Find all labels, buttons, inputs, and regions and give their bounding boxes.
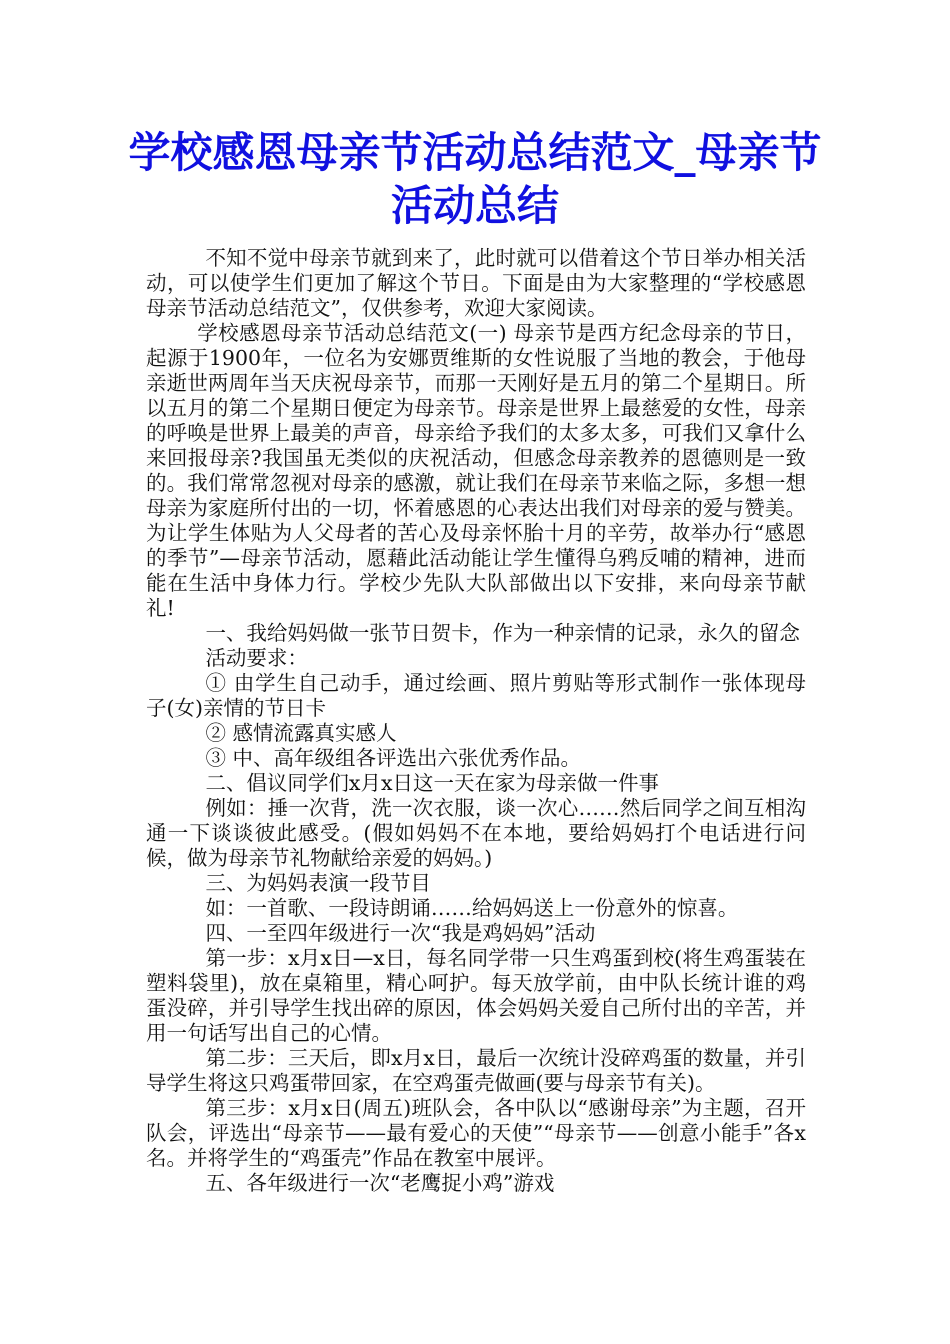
- list-item: ① 由学生自己动手，通过绘画、照片剪贴等形式制作一张体现母子(女)亲情的节日卡: [146, 671, 806, 720]
- section-heading: 三、为妈妈表演一段节目: [205, 871, 431, 895]
- step-paragraph: 第一步：x月x日—x日，每名同学带一只生鸡蛋到校(将生鸡蛋装在塑料袋里)，放在桌箱里，精心呵护。每天放学前，由中队长统计谁的鸡蛋没碎，并引导学生找出碎的原因，体会妈妈关爱自己所付出的辛苦，并用一句话写出自己的心情。: [146, 946, 806, 1045]
- step-paragraph: 第二步：三天后，即x月x日，最后一次统计没碎鸡蛋的数量，并引导学生将这只鸡蛋带回家，在空鸡蛋壳做画(要与母亲节有关)。: [146, 1046, 806, 1095]
- body-paragraph: 学校感恩母亲节活动总结范文(一) 母亲节是西方纪念母亲的节日，起源于1900年，一位名为安娜贾维斯的女性说服了当地的教会，于他母亲逝世两周年当天庆祝母亲节，而那一天刚好是五月的第二个星期日。所以五月的第二个星期日便定为母亲节。母亲是世界上最慈爱的女性，母亲的呼唤是世界上最美的声音，母亲给予我们的太多太多，可我们又拿什么来回报母亲?我国虽无类似的庆祝活动，但感念母亲教养的恩德则是一致的。我们常常忽视对母亲的感激，就让我们在母亲节来临之际，多想一想母亲为家庭所付出的一切，怀着感恩的心表达出我们对母亲的爱与赞美。为让学生体贴为人父母者的苦心及母亲怀胎十月的辛劳，故举办行“感恩的季节”—母亲节活动，愿藉此活动能让学生懂得乌鸦反哺的精神，进而能在生活中身体力行。学校少先队大队部做出以下安排，来向母亲节献礼!: [146, 321, 806, 620]
- section-heading: 五、各年级进行一次“老鹰捉小鸡”游戏: [205, 1171, 555, 1195]
- step-paragraph: 第三步：x月x日(周五)班队会，各中队以“感谢母亲”为主题，召开队会，评选出“母亲节——最有爱心的天使”“母亲节——创意小能手”各x名。并将学生的“鸡蛋壳”作品在教室中展评。: [146, 1096, 806, 1170]
- document-body: [146, 246, 806, 1196]
- list-item: ③ 中、高年级组各评选出六张优秀作品。: [205, 746, 581, 770]
- document-title: 学校感恩母亲节活动总结范文_母亲节活动总结: [128, 128, 822, 230]
- section-heading: 一、我给妈妈做一张节日贺卡，作为一种亲情的记录，永久的留念: [205, 621, 800, 645]
- intro-paragraph: 不知不觉中母亲节就到来了，此时就可以借着这个节日举办相关活动，可以使学生们更加了解这个节日。下面是由为大家整理的“学校感恩母亲节活动总结范文”，仅供参考，欢迎大家阅读。: [146, 246, 806, 320]
- activity-requirements-label: 活动要求：: [205, 646, 308, 670]
- body-paragraph: 例如：捶一次背，洗一次衣服，谈一次心……然后同学之间互相沟通一下谈谈彼此感受。(假如妈妈不在本地，要给妈妈打个电话进行问候，做为母亲节礼物献给亲爱的妈妈。): [146, 796, 806, 870]
- body-paragraph: 如：一首歌、一段诗朗诵……给妈妈送上一份意外的惊喜。: [205, 896, 739, 920]
- section-heading: 二、倡议同学们x月x日这一天在家为母亲做一件事: [205, 771, 660, 795]
- section-heading: 四、一至四年级进行一次“我是鸡妈妈”活动: [205, 921, 596, 945]
- list-item: ② 感情流露真实感人: [205, 721, 397, 745]
